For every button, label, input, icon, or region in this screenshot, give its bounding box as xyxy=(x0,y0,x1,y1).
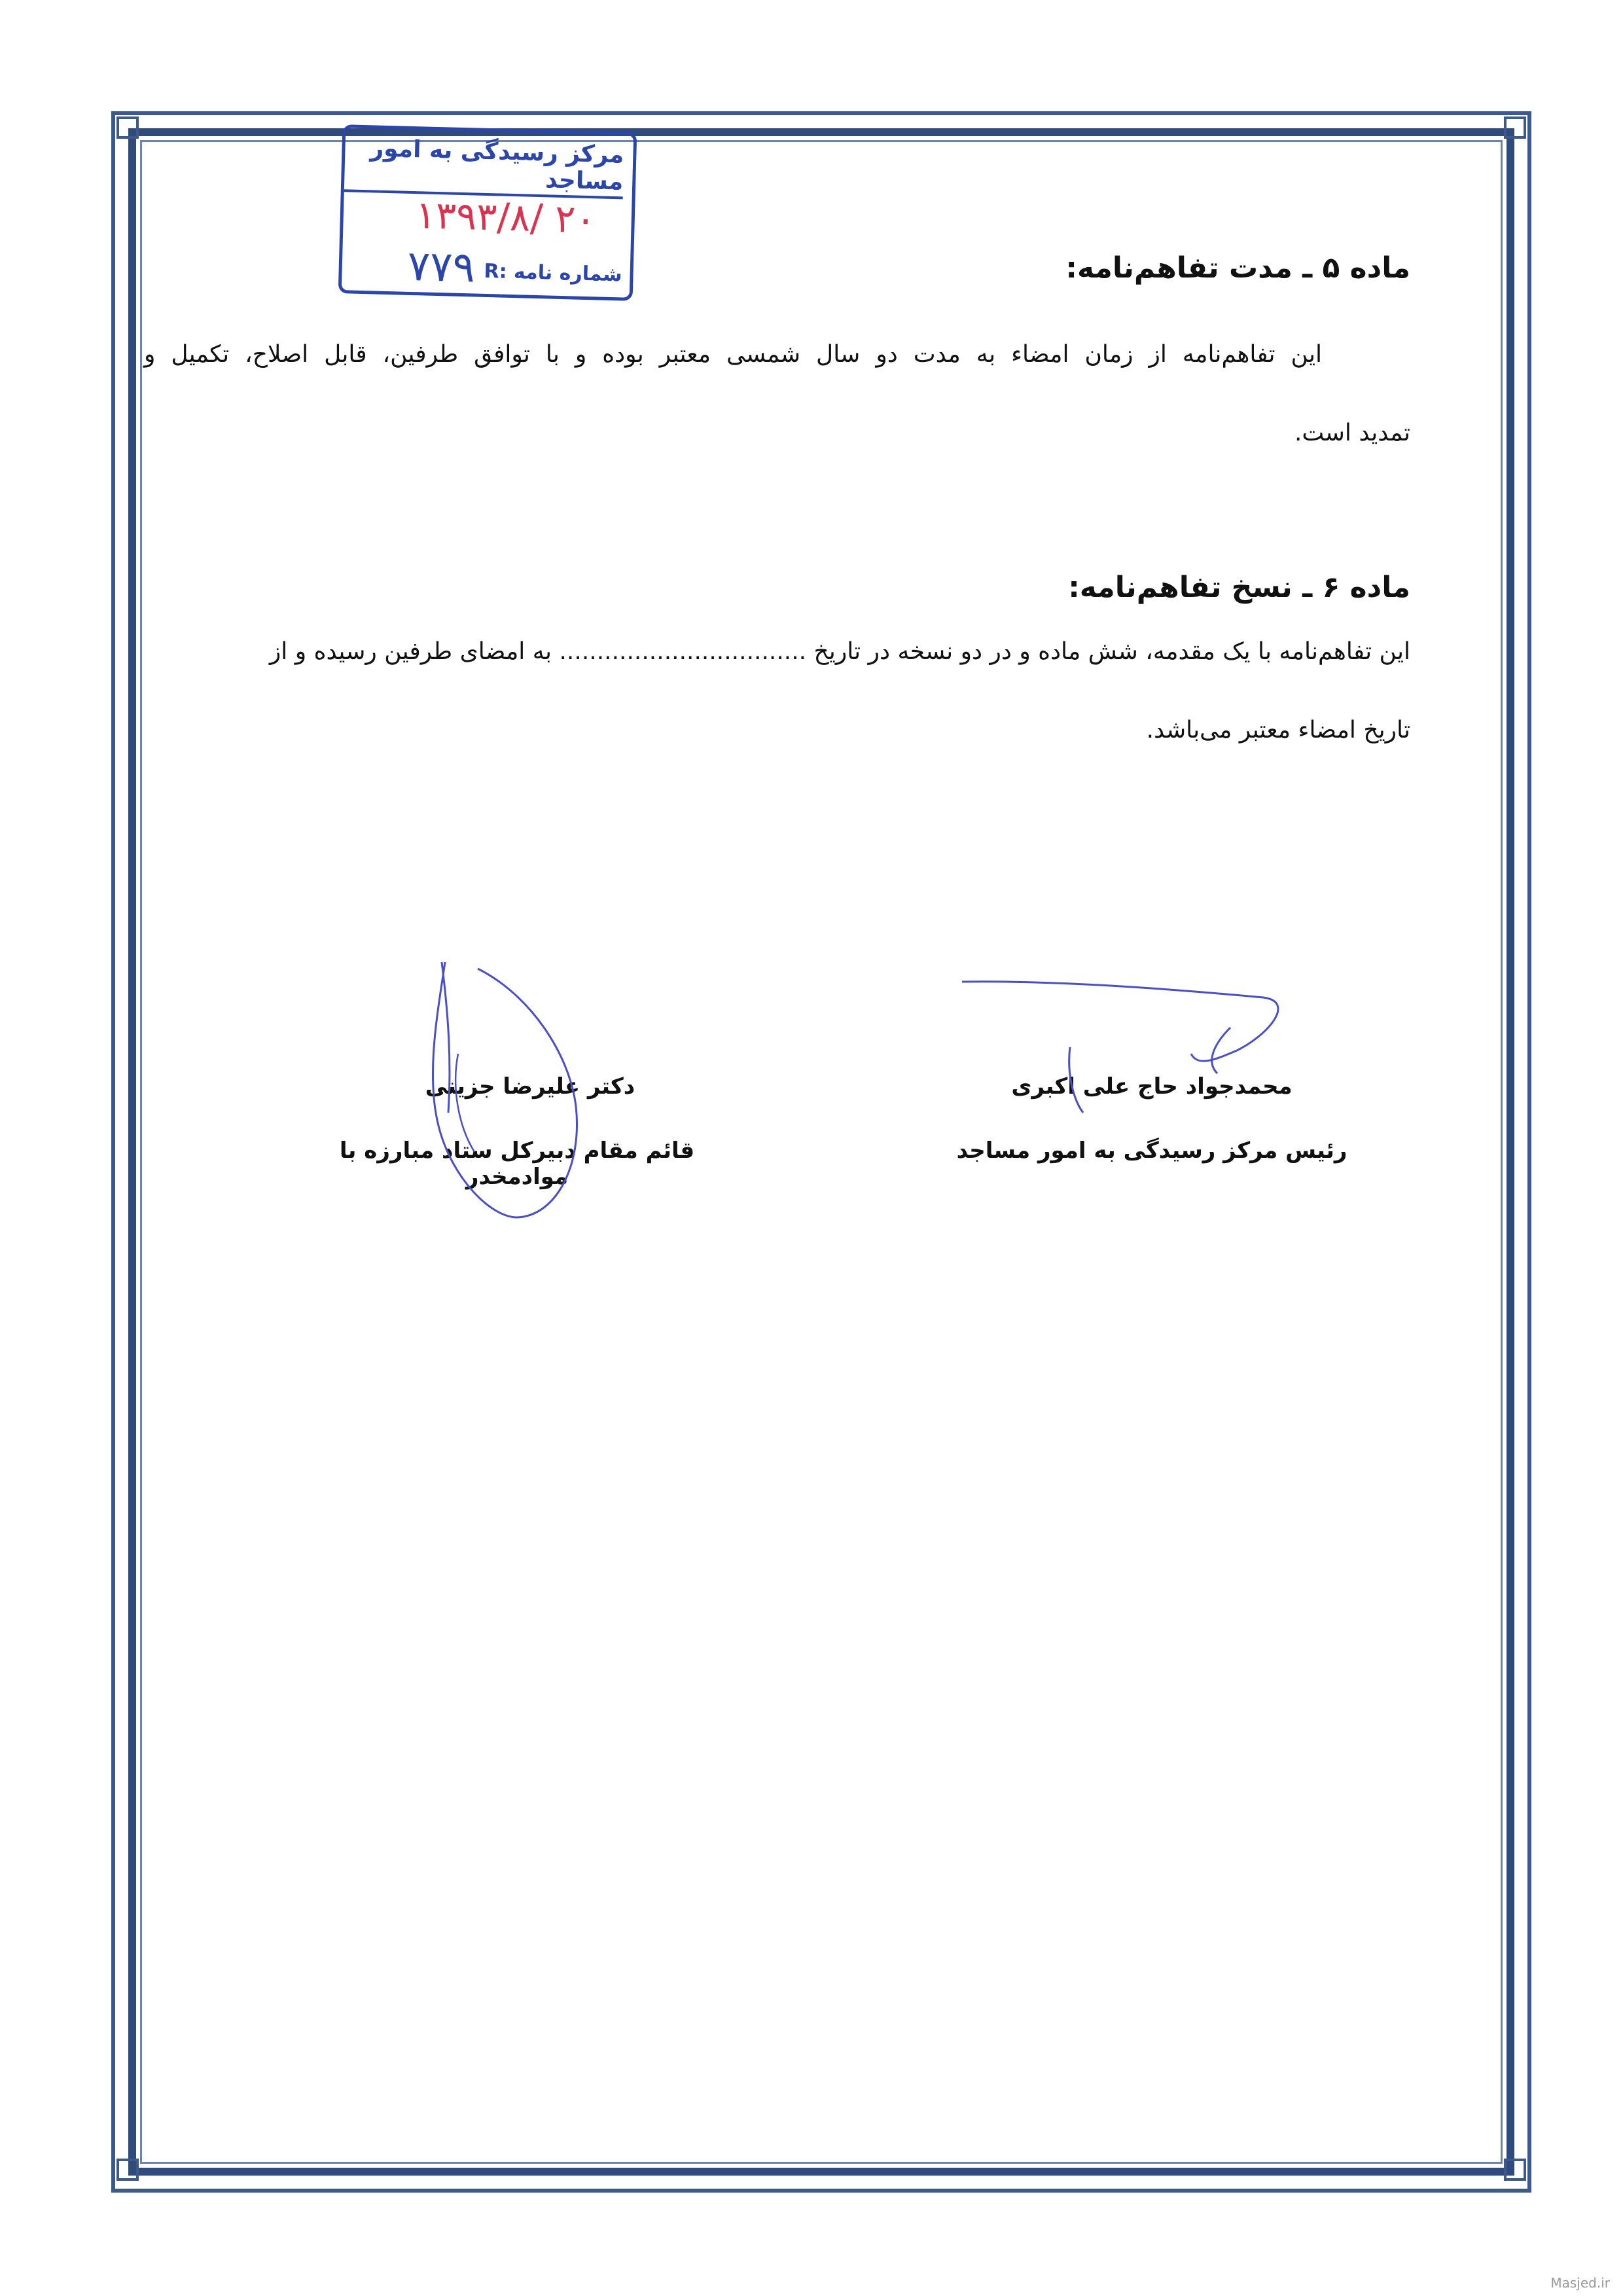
stamp-date: ۱۳۹۳/۸/ ۲۰ xyxy=(414,192,597,242)
article5-heading: ماده ۵ ـ مدت تفاهم‌نامه: xyxy=(1065,251,1410,285)
signature-right xyxy=(955,962,1309,1132)
site-watermark: Masjed.ir xyxy=(1550,2275,1610,2291)
border-corner-bottom-right xyxy=(1504,2159,1526,2181)
signatory-right-name: محمدجواد حاج علی اکبری xyxy=(1011,1073,1293,1100)
signatory-left-title: قائم مقام دبیرکل ستاد مبارزه با موادمخدر xyxy=(339,1138,695,1190)
signatory-right-title: رئیس مرکز رسیدگی به امور مساجد xyxy=(956,1138,1347,1164)
article6-line2: تاریخ امضاء معتبر می‌باشد. xyxy=(1146,717,1410,744)
signature-left xyxy=(412,956,609,1230)
article5-line2: تمدید است. xyxy=(1294,420,1410,446)
border-corner-top-right xyxy=(1504,117,1526,139)
registration-stamp xyxy=(338,124,637,301)
article6-heading: ماده ۶ ـ نسخ تفاهم‌نامه: xyxy=(1068,571,1410,604)
article6-line1: این تفاهم‌نامه با یک مقدمه، شش ماده و در دو نسخه در تاریخ ................................. به امضای طرفین رسیده و از xyxy=(269,638,1410,665)
article5-line1: این تفاهم‌نامه از زمان امضاء به مدت دو سال شمسی معتبر بوده و با توافق طرفین، قابل اصلاح، تکمیل و xyxy=(144,341,1322,368)
signatory-left-name: دکتر علیرضا جزینی xyxy=(425,1073,635,1100)
stamp-number: ۷۷۹ xyxy=(406,242,476,293)
border-corner-bottom-left xyxy=(116,2159,139,2181)
stamp-number-label: شماره نامه :R xyxy=(484,259,623,287)
stamp-title: مرکز رسیدگی به امور مساجد xyxy=(344,134,624,199)
border-corner-top-left xyxy=(116,117,139,139)
